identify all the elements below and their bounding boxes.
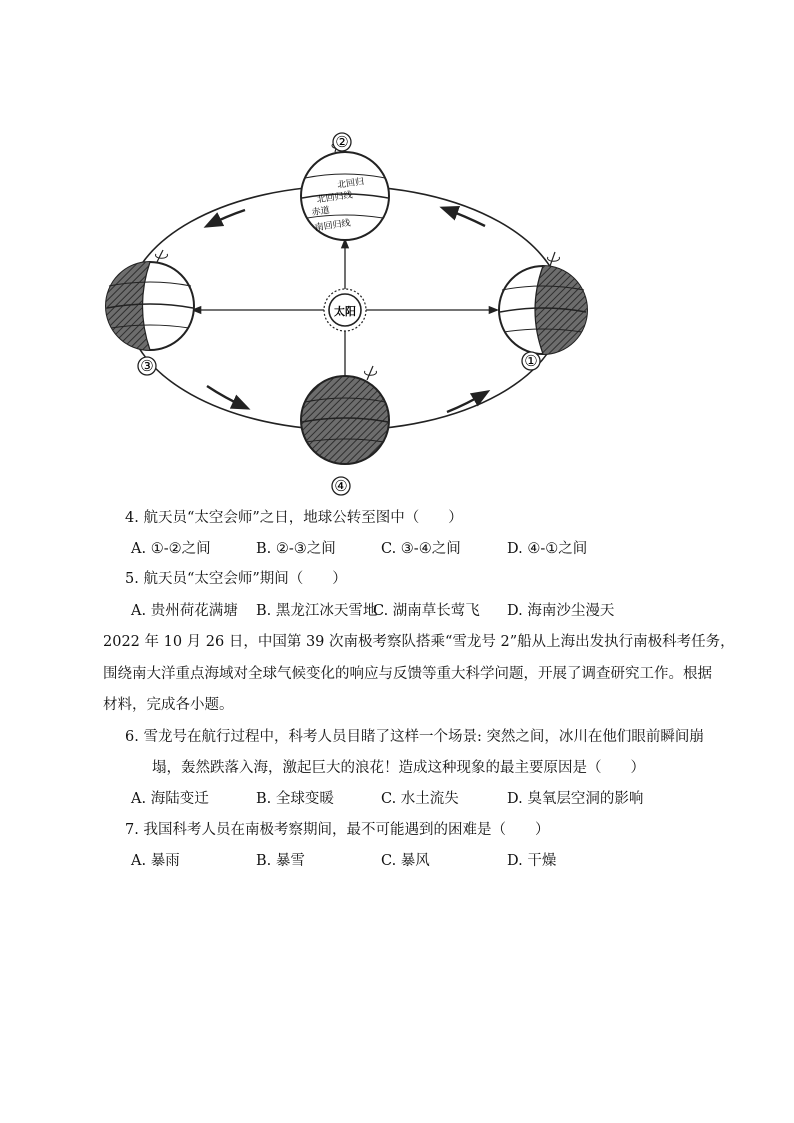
q6-option-b[interactable]: B. 全球变暖 — [256, 791, 334, 807]
globe2-label-1: 北回归 — [336, 177, 365, 191]
question-5: 5. 航天员“太空会师”期间（ ） — [125, 571, 347, 587]
earth-position-3 — [106, 250, 194, 350]
earth-position-2 — [301, 138, 389, 240]
q6-option-a[interactable]: A. 海陆变迁 — [131, 791, 209, 807]
globe2-label-4: 南回归线 — [314, 218, 352, 234]
q6-option-d[interactable]: D. 臭氧层空洞的影响 — [507, 791, 644, 807]
question-7-options — [131, 851, 691, 871]
passage-line-3: 材料，完成各小题。 — [103, 697, 234, 713]
orbit-arrow-top-left — [207, 210, 245, 226]
passage-line-1: 2022 年 10 月 26 日，中国第 39 次南极考察队搭乘“雪龙号 2”船从上海出发执行南极科考任务， — [103, 634, 735, 650]
marker-4 — [332, 477, 350, 495]
q4-option-c[interactable]: C. ③-④之间 — [381, 541, 461, 557]
question-4-options — [131, 539, 691, 559]
globe2-label-2: 北回归线 — [316, 190, 354, 206]
q4-option-d[interactable]: D. ④-①之间 — [507, 541, 588, 557]
globe2-label-3: 赤道 — [311, 205, 331, 219]
q4-option-b[interactable]: B. ②-③之间 — [256, 541, 336, 557]
earth-orbit-diagram — [95, 128, 605, 500]
q5-option-c[interactable]: C. 湖南草长莺飞 — [373, 603, 480, 619]
question-4: 4. 航天员“太空会师”之日，地球公转至图中（ ） — [125, 510, 463, 526]
q5-option-a[interactable]: A. 贵州荷花满塘 — [131, 603, 238, 619]
q7-option-b[interactable]: B. 暴雪 — [256, 853, 305, 869]
marker-2 — [333, 133, 351, 151]
q7-option-d[interactable]: D. 干燥 — [507, 853, 557, 869]
question-7: 7. 我国科考人员在南极考察期间，最不可能遇到的困难是（ ） — [125, 822, 550, 838]
marker-4-label: ④ — [334, 477, 348, 495]
q4-option-a[interactable]: A. ①-②之间 — [131, 541, 211, 557]
marker-1-label: ① — [524, 352, 538, 370]
q7-option-a[interactable]: A. 暴雨 — [131, 853, 180, 869]
passage-line-2: 围绕南大洋重点海域对全球气候变化的响应与反馈等重大科学问题，开展了调查研究工作。根据 — [103, 666, 712, 682]
question-6-options — [131, 789, 691, 809]
orbit-arrow-top-right — [443, 208, 485, 226]
earth-position-4 — [301, 366, 389, 464]
sun-icon — [324, 289, 366, 331]
q6-option-c[interactable]: C. 水土流失 — [381, 791, 459, 807]
marker-3 — [138, 357, 156, 375]
q5-option-b[interactable]: B. 黑龙江冰天雪地 — [256, 603, 378, 619]
sun-label: 太阳 — [334, 305, 356, 318]
question-5-options — [131, 601, 691, 621]
question-6-line-1: 6. 雪龙号在航行过程中，科考人员目睹了这样一个场景: 突然之间，冰川在他们眼前瞬间崩 — [125, 729, 704, 745]
marker-2-label: ② — [335, 133, 349, 151]
marker-1 — [522, 352, 540, 370]
q7-option-c[interactable]: C. 暴风 — [381, 853, 430, 869]
q5-option-d[interactable]: D. 海南沙尘漫天 — [507, 603, 615, 619]
marker-3-label: ③ — [140, 357, 154, 375]
question-6-line-2: 塌，轰然跌落入海，激起巨大的浪花！造成这种现象的最主要原因是（ ） — [152, 760, 645, 776]
earth-position-1 — [499, 252, 587, 354]
